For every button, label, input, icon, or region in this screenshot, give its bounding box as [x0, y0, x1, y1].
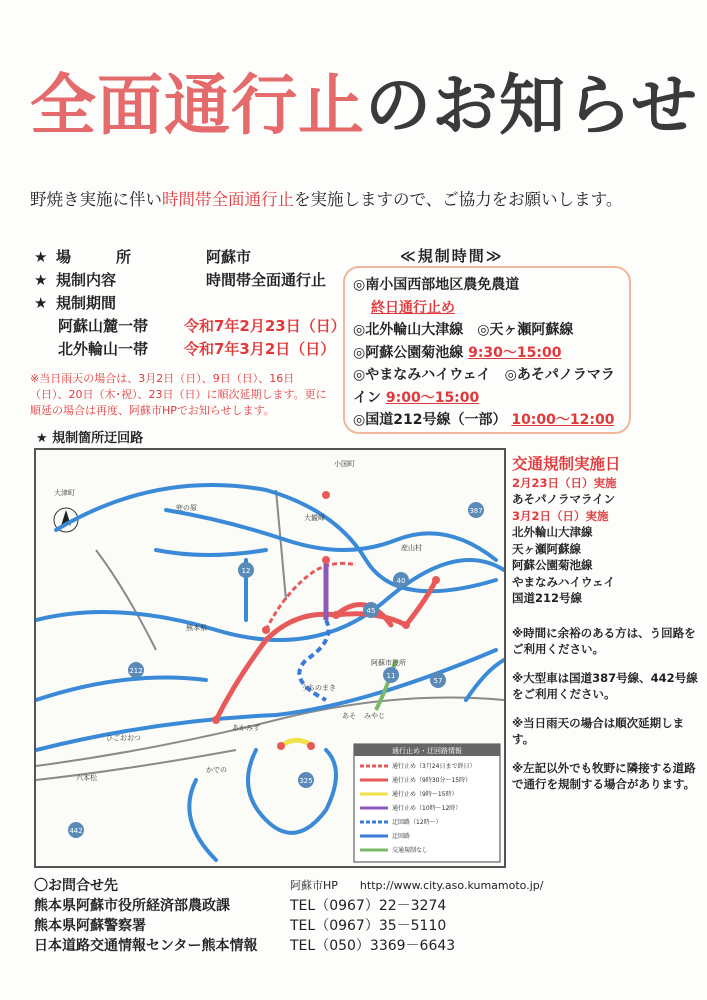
map-place: 兜の原 [176, 504, 197, 512]
svg-text:40: 40 [396, 577, 406, 585]
svg-text:45: 45 [366, 607, 376, 615]
day2-route: 阿蘇公園菊池線 [512, 558, 593, 572]
map-place: 小国町 [334, 460, 355, 468]
day1-route: あそパノラマライン [512, 492, 616, 506]
contact-tel: TEL（050）3369－6643 [290, 938, 456, 954]
schedule-box [343, 266, 631, 434]
info-block [34, 246, 346, 361]
title-red-part: 全面通行止 [30, 67, 365, 144]
legend-label: 交通規制なし [392, 847, 429, 854]
contact-tel-block [290, 876, 543, 956]
route-shield [298, 772, 314, 788]
contact-tel: TEL（0967）35－5110 [290, 918, 447, 934]
svg-text:11: 11 [386, 672, 396, 680]
route-heading: ★ 規制箇所迂回路 [36, 431, 144, 446]
contact-tel: TEL（0967）22－3274 [290, 898, 447, 914]
day2-route: 天ヶ瀬阿蘇線 [512, 541, 581, 556]
svg-text:387: 387 [469, 507, 483, 515]
content-value: 時間帯全面通行止 [206, 271, 327, 289]
schedule-line: ◎北外輪山大津線 ◎天ヶ瀬阿蘇線 [353, 322, 574, 338]
schedule-heading: ≪規制時間≫ [400, 247, 504, 265]
route-shield [128, 662, 144, 678]
map-place: 大津町 [54, 489, 75, 497]
route-shield [238, 562, 254, 578]
legend-label: 迂回路 [392, 833, 411, 840]
intro-post: を実施しますので、ご協力をお願いします。 [294, 190, 623, 209]
content-label: 規制内容 [56, 271, 117, 289]
day1-date: 2月23日（日）実施 [512, 475, 617, 490]
hp-label: 阿蘇市HP [290, 879, 338, 892]
route-shield [363, 602, 379, 618]
map-place: 産山村 [401, 544, 422, 552]
title-black-part: のお知らせ [365, 67, 699, 144]
side-note: ※左記以外でも牧野に隣接する道路で通行を規制する場合があります。 [512, 760, 696, 791]
period-date: 令和7年3月2日（日） [184, 340, 336, 358]
legend-label: 通行止め（10時～12時） [392, 805, 462, 812]
route-shield [68, 822, 84, 838]
legend-label: 通行止め（9時30分～15時） [392, 777, 472, 784]
schedule-line: ◎やまなみハイウェイ ◎あそパノラマラ [353, 367, 615, 383]
route-map [34, 448, 506, 868]
rain-note: ※当日雨天の場合は、3月2日（日）、9日（日）、16日（日）、20日（木･祝）、23日（日）に順次延期します。更に順延の場合は再度、阿蘇市HPでお知らせします。 [30, 372, 327, 417]
day2-route: 北外輪山大津線 [512, 525, 593, 539]
intro-pre: 野焼き実施に伴い [30, 190, 162, 209]
route-shield [468, 502, 484, 518]
svg-text:57: 57 [433, 677, 443, 685]
intro-text [30, 186, 622, 210]
period-label: 規制期間 [56, 294, 117, 312]
intro-highlight: 時間帯全面通行止 [162, 190, 294, 209]
legend-label: 迂回路（12時～） [392, 819, 442, 826]
side-note: ※大型車は国道387号線、442号線をご利用ください。 [512, 670, 698, 701]
side-heading: 交通規制実施日 [512, 455, 621, 473]
map-svg [36, 450, 504, 866]
schedule-line: ◎国道212号線（一部） 10:00～12:00 [353, 412, 615, 428]
svg-text:212: 212 [129, 667, 143, 675]
svg-text:12: 12 [241, 567, 251, 575]
side-note: ※時間に余裕のある方は、う回路をご利用ください。 [512, 625, 696, 656]
map-place: かでの [206, 766, 227, 774]
map-place: 阿蘇市役所 [371, 659, 406, 667]
place-value: 阿蘇市 [206, 248, 252, 266]
day2-route: 国道212号線 [512, 591, 583, 605]
contact-org: 熊本県阿蘇市役所経済部農政課 [34, 898, 230, 914]
page-title [30, 52, 698, 147]
side-info [512, 456, 702, 805]
svg-text:325: 325 [299, 777, 313, 785]
map-place: うちのまき [301, 684, 336, 692]
route-shield [393, 572, 409, 588]
period-area: 北外輪山一帯 [58, 340, 149, 358]
contact-org: 日本道路交通情報センター熊本情報 [34, 938, 258, 954]
svg-text:442: 442 [69, 827, 83, 835]
map-place: 熊本県 [186, 624, 207, 632]
map-place: あかみず [232, 724, 260, 732]
day2-route: やまなみハイウェイ [512, 574, 616, 589]
star-icon: ★ [34, 271, 48, 289]
schedule-line: イン 9:00～15:00 [353, 389, 480, 406]
map-place: あそ [342, 712, 356, 720]
map-legend [354, 744, 500, 862]
place-label: 場 所 [56, 248, 132, 266]
star-icon: ★ [34, 294, 48, 312]
period-area: 阿蘇山麓一帯 [58, 317, 149, 335]
route-shield [383, 667, 399, 683]
contact-block [34, 876, 257, 956]
map-place: ひごおおつ [106, 734, 141, 742]
side-note: ※当日雨天の場合は順次延期します。 [512, 715, 685, 746]
period-date: 令和7年2月23日（日） [184, 317, 346, 335]
contact-org: 熊本県阿蘇警察署 [34, 918, 146, 934]
hp-link[interactable]: http://www.city.aso.kumamoto.jp/ [359, 879, 544, 892]
schedule-line: ◎阿蘇公園菊池線 9:30～15:00 [353, 344, 562, 361]
legend-title: 通行止め・迂回路情報 [392, 747, 462, 755]
map-place: 六本松 [76, 774, 97, 782]
schedule-line: ◎南小国西部地区農免農道 [353, 277, 520, 293]
map-place: みやじ [364, 712, 385, 720]
day2-date: 3月2日（日）実施 [512, 508, 609, 523]
map-place: 大観峰 [304, 514, 325, 522]
legend-label: 通行止め（3月24日まで終日） [392, 763, 476, 770]
schedule-line: 終日通行止め [371, 299, 455, 316]
route-shield [430, 672, 446, 688]
legend-label: 通行止め（9時～15時） [392, 791, 458, 798]
contact-heading: 〇お問合せ先 [34, 878, 118, 894]
star-icon: ★ [34, 248, 48, 266]
